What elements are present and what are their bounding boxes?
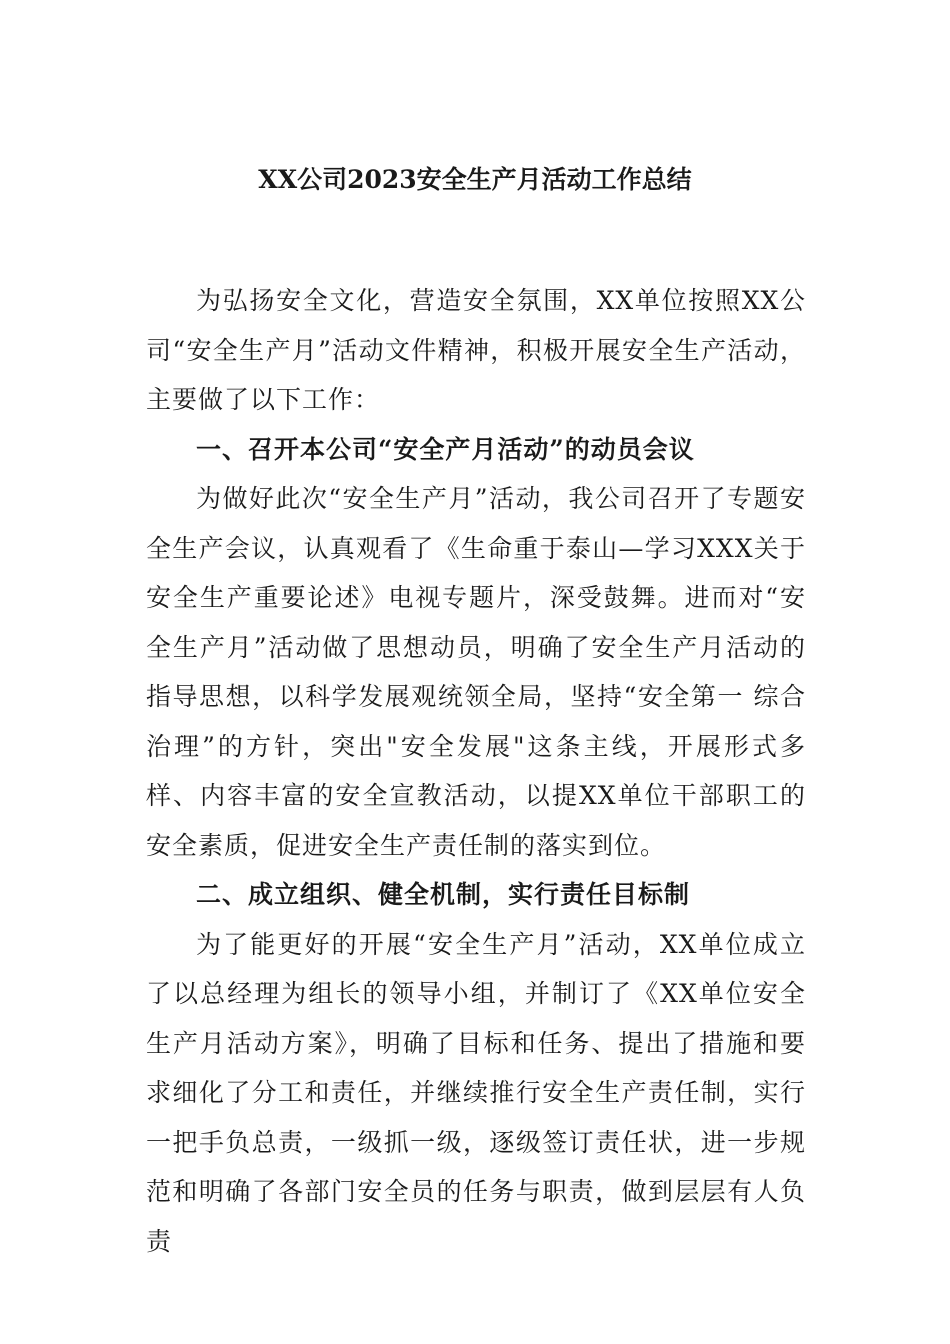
section-body-2: 为了能更好的开展“安全生产月”活动，XX单位成立了以总经理为组长的领导小组，并制订了《XX单位安全生产月活动方案》，明确了目标和任务、提出了措施和要求细化了分工和责任，并继续推行安全生产责任制，实行一把手负总责，一级抓一级，逐级签订责任状，进一步规范和明确了各部门安全员的任务与职责，做到层层有人负责 xyxy=(146,929,806,1256)
section-heading-2: 二、成立组织、健全机制，实行责任目标制 xyxy=(196,880,691,909)
document-body xyxy=(146,276,806,1266)
intro-paragraph: 为弘扬安全文化，营造安全氛围，XX单位按照XX公司“安全生产月”活动文件精神，积极开展安全生产活动，主要做了以下工作： xyxy=(146,286,806,414)
document-title: XX公司2023安全生产月活动工作总结 xyxy=(258,165,692,194)
section-heading-1: 一、召开本公司“安全产月活动”的动员会议 xyxy=(196,434,695,464)
section-body-1: 为做好此次“安全生产月”活动，我公司召开了专题安全生产会议，认真观看了《生命重于泰山—学习XXX关于安全生产重要论述》电视专题片，深受鼓舞。进而对“安全生产月”活动做了思想动员，明确了安全生产月活动的指导思想，以科学发展观统领全局，坚持“安全第一 综合治理”的方针，突出"安全发展"这条主线，开展形式多样、内容丰富的安全宣教活动，以提XX单位干部职工的安全素质，促进安全生产责任制的落实到位。 xyxy=(146,484,806,860)
